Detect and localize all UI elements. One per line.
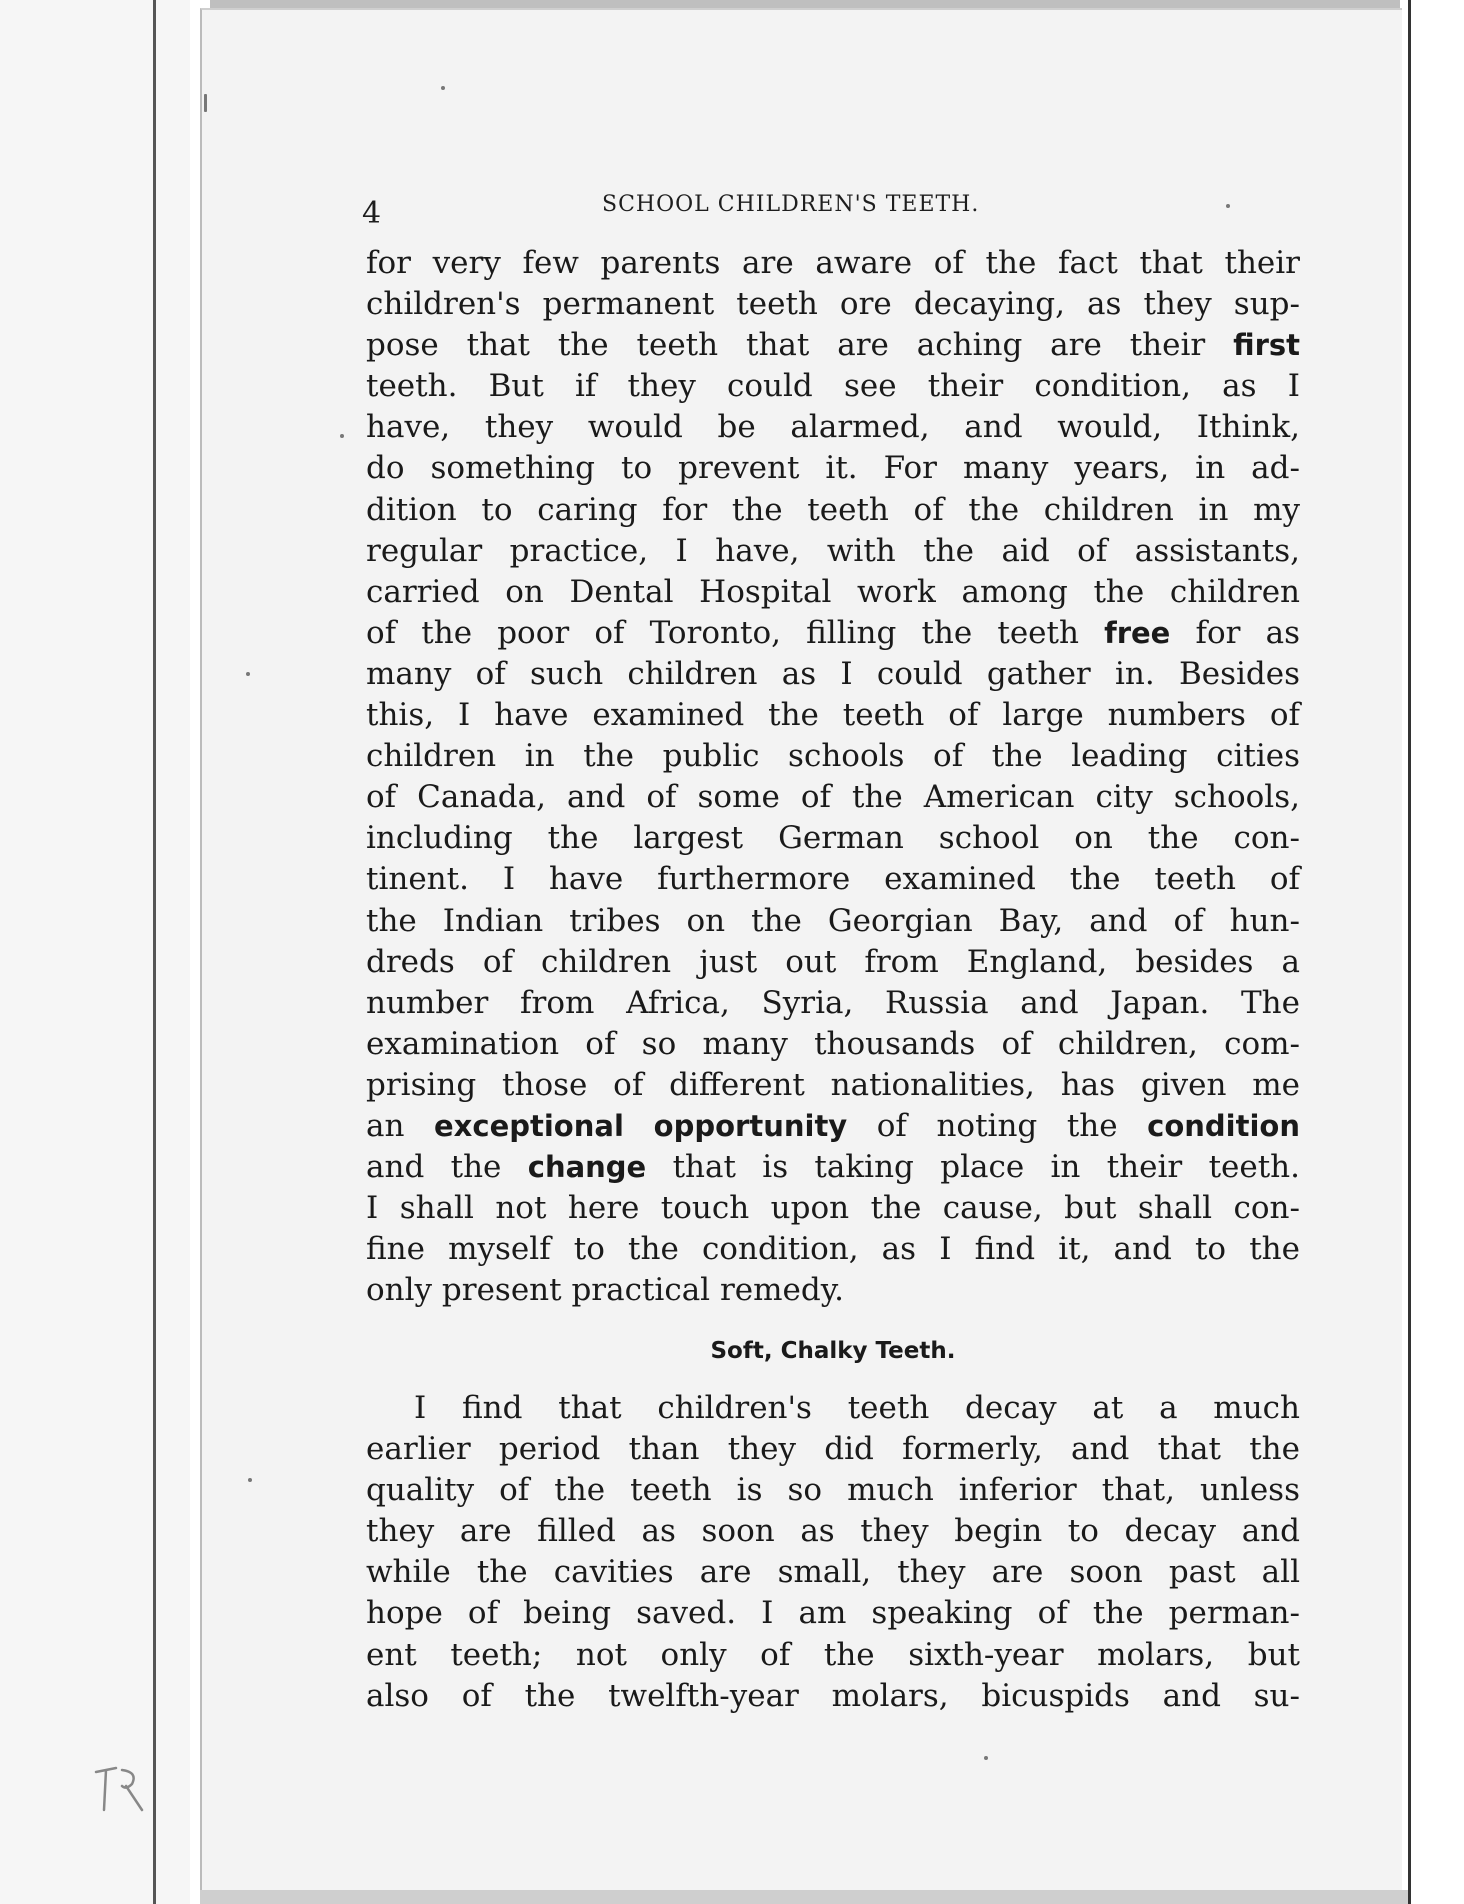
scan-left-margin — [0, 0, 190, 1904]
text-line: the Indian tribes on the Georgian Bay, and of hun- — [366, 902, 1300, 939]
text-line: of the poor of Toronto, filling the teeth free for as — [366, 614, 1300, 651]
text-line: and the change that is taking place in their teeth. — [366, 1149, 1300, 1186]
text-line: children's permanent teeth ore decaying, as they sup- — [366, 286, 1300, 323]
text-line: quality of the teeth is so much inferior that, unless — [366, 1472, 1300, 1509]
page-header — [362, 192, 1302, 232]
text-line: dreds of children just out from England, besides a — [366, 943, 1300, 980]
text-line: regular practice, I have, with the aid of assistants, — [366, 532, 1300, 569]
text-line: dition to caring for the teeth of the children in my — [366, 491, 1300, 528]
text-line: I find that children's teeth decay at a much — [414, 1390, 1300, 1426]
text-line: many of such children as I could gather in. Besides — [366, 655, 1300, 692]
text-line: for very few parents are aware of the fact that their — [366, 245, 1300, 281]
text-line: number from Africa, Syria, Russia and Japan. The — [366, 984, 1300, 1021]
scan-speck — [204, 94, 207, 112]
scan-speck — [340, 434, 344, 438]
scan-right-edge — [1408, 0, 1411, 1904]
text-line: teeth. But if they could see their condition, as I — [366, 368, 1300, 405]
scan-speck — [246, 672, 250, 676]
scan-left-edge — [153, 0, 156, 1904]
text-line: prising those of different nationalities, has given me — [366, 1066, 1300, 1103]
text-line: also of the twelfth-year molars, bicuspids and su- — [366, 1677, 1300, 1714]
text-line: carried on Dental Hospital work among the children — [366, 573, 1300, 610]
scan-speck — [984, 1756, 988, 1760]
scan-speck — [248, 1478, 252, 1482]
paragraph-2 — [366, 1388, 1300, 1717]
text-line: this, I have examined the teeth of large numbers of — [366, 697, 1300, 734]
text-line: pose that the teeth that are aching are their first — [366, 327, 1300, 364]
page-bottom-shadow — [200, 1890, 1410, 1904]
page-number: 4 — [362, 196, 382, 231]
scan-speck — [441, 86, 445, 90]
text-line: only present practical remedy. — [366, 1272, 844, 1309]
section-heading: Soft, Chalky Teeth. — [710, 1338, 956, 1364]
paragraph-1 — [366, 243, 1300, 1311]
page-top-shadow — [210, 0, 1400, 8]
text-line: an exceptional opportunity of noting the condition — [366, 1107, 1300, 1144]
text-line: including the largest German school on the con- — [366, 820, 1300, 857]
text-line: examination of so many thousands of children, com- — [366, 1025, 1300, 1062]
text-line: they are filled as soon as they begin to decay and — [366, 1513, 1300, 1550]
text-line: while the cavities are small, they are soon past all — [366, 1554, 1300, 1591]
text-line: ent teeth; not only of the sixth-year molars, but — [366, 1636, 1300, 1673]
text-line: fine myself to the condition, as I find it, and to the — [366, 1231, 1300, 1268]
text-line: of Canada, and of some of the American city schools, — [366, 779, 1300, 816]
text-line: have, they would be alarmed, and would, Ithink, — [366, 409, 1300, 446]
text-line: I shall not here touch upon the cause, but shall con- — [366, 1190, 1300, 1227]
text-line: tinent. I have furthermore examined the teeth of — [366, 861, 1300, 898]
handwritten-mark-icon — [92, 1760, 146, 1816]
running-head: SCHOOL CHILDREN'S TEETH. — [602, 192, 980, 217]
text-line: do something to prevent it. For many years, in ad- — [366, 450, 1300, 487]
text-line: earlier period than they did formerly, and that the — [366, 1431, 1300, 1468]
text-line: children in the public schools of the leading cities — [366, 738, 1300, 775]
text-line: hope of being saved. I am speaking of the perman- — [366, 1595, 1300, 1632]
